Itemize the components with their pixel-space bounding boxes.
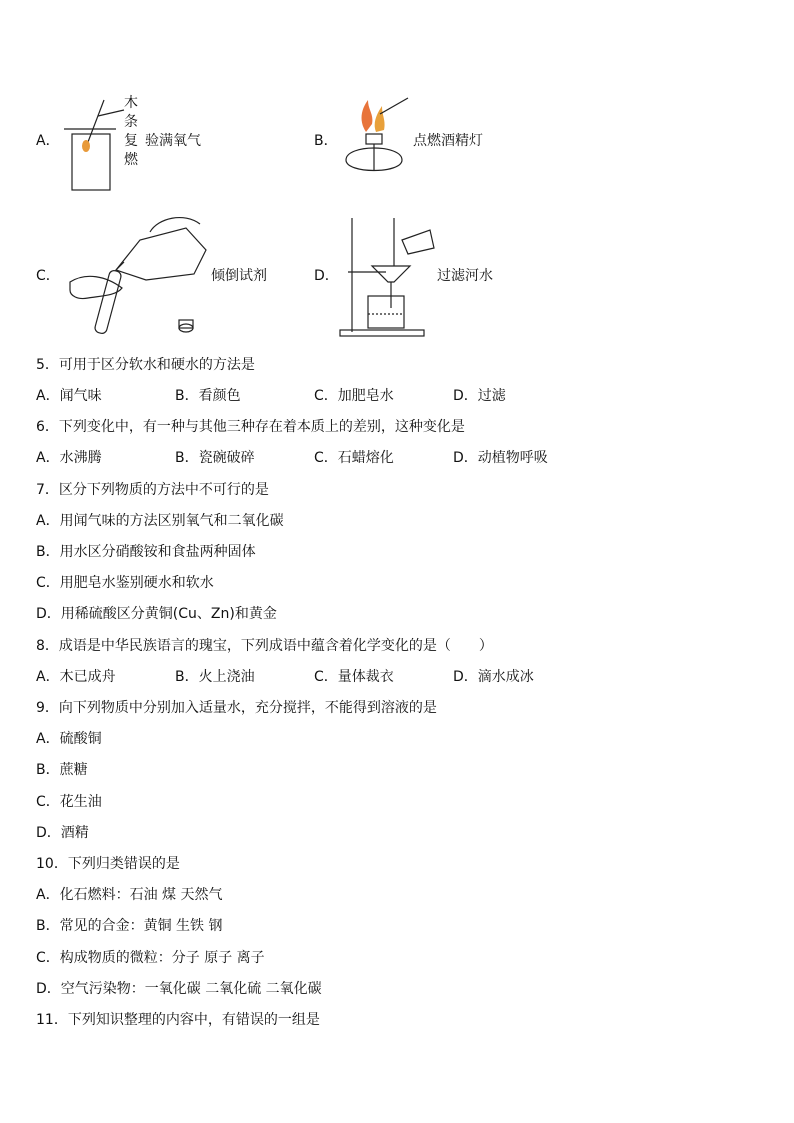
- q8-option-d: D．滴水成冰: [453, 669, 534, 685]
- q10-option-b: B．常见的合金：黄铜 生铁 钢: [36, 918, 223, 934]
- figure-b-letter: B．: [314, 133, 338, 149]
- q9-option-c: C．花生油: [36, 794, 102, 810]
- figure-a-letter: A．: [36, 133, 60, 149]
- q7-option-c: C．用肥皂水鉴别硬水和软水: [36, 575, 214, 591]
- figure-a-side-text-1: 木: [124, 95, 138, 111]
- q7-stem: 7．区分下列物质的方法中不可行的是: [36, 482, 269, 498]
- q5-option-a: A．闻气味: [36, 388, 102, 404]
- q8-stem: 8．成语是中华民族语言的瑰宝，下列成语中蕴含着化学变化的是（ ）: [36, 638, 493, 654]
- q10-option-a: A．化石燃料：石油 煤 天然气: [36, 887, 223, 903]
- q5-option-d: D．过滤: [453, 388, 506, 404]
- q10-stem: 10．下列归类错误的是: [36, 856, 180, 872]
- q8-option-c: C．量体裁衣: [314, 669, 394, 685]
- q6-option-d: D．动植物呼吸: [453, 450, 548, 466]
- q8-option-b: B．火上浇油: [175, 669, 255, 685]
- q5-option-b: B．看颜色: [175, 388, 241, 404]
- figure-d-caption: 过滤河水: [437, 268, 493, 284]
- q9-stem: 9．向下列物质中分别加入适量水，充分搅拌，不能得到溶液的是: [36, 700, 437, 716]
- figure-a-caption: 验满氧气: [145, 133, 201, 149]
- q11-stem: 11．下列知识整理的内容中，有错误的一组是: [36, 1012, 320, 1028]
- q5-option-c: C．加肥皂水: [314, 388, 394, 404]
- figure-c-illustration: [66, 210, 216, 335]
- figure-a-side-text-2: 条: [124, 114, 138, 130]
- q5-stem: 5．可用于区分软水和硬水的方法是: [36, 357, 255, 373]
- figure-c-caption: 倾倒试剂: [211, 268, 267, 284]
- q9-option-d: D．酒精: [36, 825, 89, 841]
- figure-b-illustration: [336, 94, 416, 184]
- q6-stem: 6．下列变化中，有一种与其他三种存在着本质上的差别，这种变化是: [36, 419, 465, 435]
- q6-option-b: B．瓷碗破碎: [175, 450, 255, 466]
- figure-a-side-text-3: 复: [124, 133, 138, 149]
- q8-option-a: A．木已成舟: [36, 669, 116, 685]
- q10-option-d: D．空气污染物：一氧化碳 二氧化硫 二氧化碳: [36, 981, 322, 997]
- figure-a-side-text-4: 燃: [124, 152, 138, 168]
- q6-option-c: C．石蜡熔化: [314, 450, 394, 466]
- q7-option-d: D．用稀硫酸区分黄铜(Cu、Zn)和黄金: [36, 606, 277, 622]
- q7-option-a: A．用闻气味的方法区别氧气和二氧化碳: [36, 513, 284, 529]
- figure-b-caption: 点燃酒精灯: [413, 133, 483, 149]
- q10-option-c: C．构成物质的微粒：分子 原子 离子: [36, 950, 265, 966]
- figure-a-illustration: [64, 96, 124, 196]
- q7-option-b: B．用水区分硝酸铵和食盐两种固体: [36, 544, 256, 560]
- q6-option-a: A．水沸腾: [36, 450, 102, 466]
- figure-c-letter: C．: [36, 268, 60, 284]
- q9-option-b: B．蔗糖: [36, 762, 88, 778]
- q9-option-a: A．硫酸铜: [36, 731, 102, 747]
- figure-d-letter: D．: [314, 268, 339, 284]
- figure-d-illustration: [338, 214, 438, 340]
